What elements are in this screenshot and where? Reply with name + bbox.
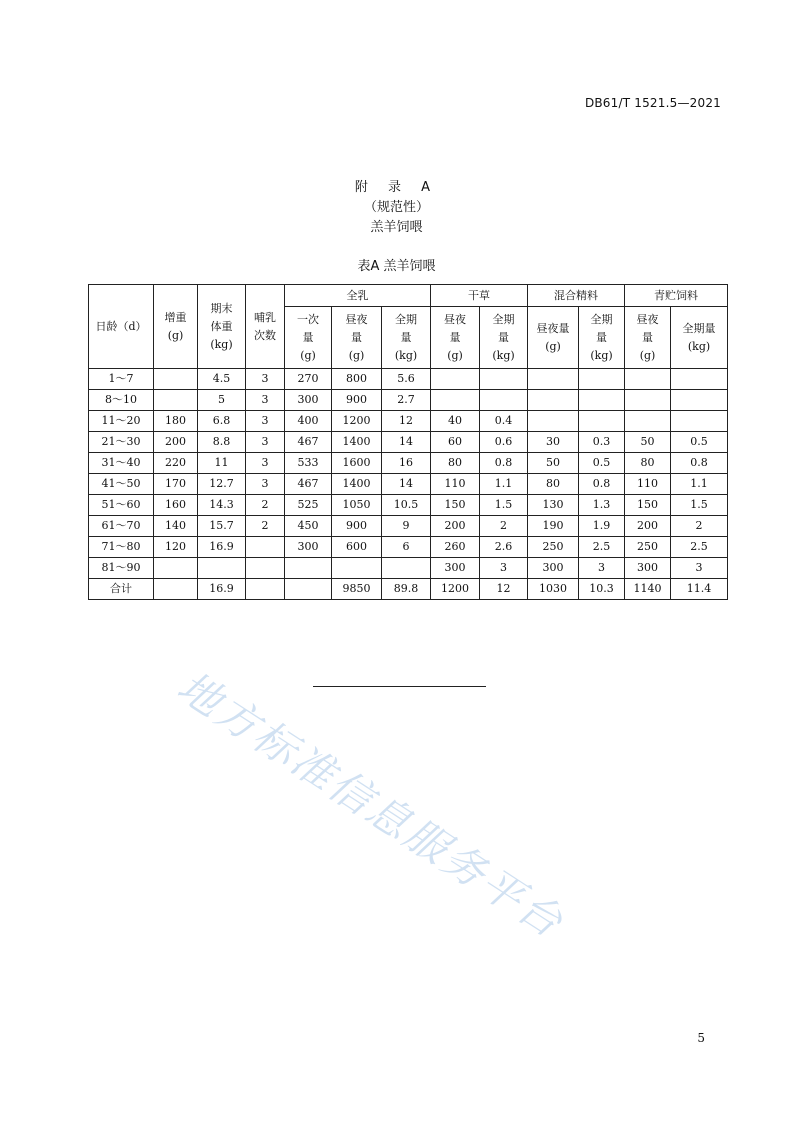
col-concentrate-day: 昼夜量 (g) xyxy=(528,307,579,369)
table-cell: 525 xyxy=(285,495,332,516)
table-cell: 5.6 xyxy=(382,369,431,390)
table-row xyxy=(89,432,728,453)
table-cell: 1400 xyxy=(332,432,382,453)
table-cell: 2 xyxy=(246,516,285,537)
table-cell: 1600 xyxy=(332,453,382,474)
table-cell: 150 xyxy=(431,495,480,516)
table-cell: 14 xyxy=(382,432,431,453)
row-age-cell: 81～90 xyxy=(89,558,154,579)
table-cell: 11.4 xyxy=(671,579,728,600)
table-cell: 3 xyxy=(246,474,285,495)
page-number: 5 xyxy=(697,1031,705,1045)
table-cell: 8.8 xyxy=(198,432,246,453)
table-cell: 12.7 xyxy=(198,474,246,495)
row-age-cell: 51～60 xyxy=(89,495,154,516)
table-cell: 300 xyxy=(285,390,332,411)
table-cell: 170 xyxy=(154,474,198,495)
table-cell: 200 xyxy=(431,516,480,537)
table-cell: 89.8 xyxy=(382,579,431,600)
table-cell: 1200 xyxy=(332,411,382,432)
table-cell: 16.9 xyxy=(198,537,246,558)
col-group-hay: 干草 xyxy=(431,285,528,307)
table-cell: 14 xyxy=(382,474,431,495)
table-cell: 80 xyxy=(431,453,480,474)
table-cell: 3 xyxy=(579,558,625,579)
col-group-milk: 全乳 xyxy=(285,285,431,307)
table-cell: 1.5 xyxy=(671,495,728,516)
table-cell: 10.5 xyxy=(382,495,431,516)
table-cell: 1.9 xyxy=(579,516,625,537)
table-row xyxy=(89,537,728,558)
row-age-cell: 21～30 xyxy=(89,432,154,453)
table-cell: 2.5 xyxy=(579,537,625,558)
table-cell: 12 xyxy=(480,579,528,600)
table-cell: 150 xyxy=(625,495,671,516)
row-age-cell: 71～80 xyxy=(89,537,154,558)
table-row xyxy=(89,390,728,411)
table-cell xyxy=(154,558,198,579)
table-cell: 12 xyxy=(382,411,431,432)
table-cell xyxy=(625,369,671,390)
table-cell: 9850 xyxy=(332,579,382,600)
table-cell xyxy=(625,411,671,432)
table-cell: 300 xyxy=(285,537,332,558)
col-gain: 增重 (g) xyxy=(154,285,198,369)
table-cell: 14.3 xyxy=(198,495,246,516)
table-cell xyxy=(154,579,198,600)
table-row xyxy=(89,558,728,579)
table-cell: 15.7 xyxy=(198,516,246,537)
table-body xyxy=(89,369,728,600)
table-cell: 50 xyxy=(528,453,579,474)
table-cell: 200 xyxy=(625,516,671,537)
table-cell: 2.7 xyxy=(382,390,431,411)
table-cell: 110 xyxy=(625,474,671,495)
table-cell: 3 xyxy=(246,390,285,411)
table-cell: 16 xyxy=(382,453,431,474)
table-cell: 260 xyxy=(431,537,480,558)
table-cell: 110 xyxy=(431,474,480,495)
table-cell: 2.6 xyxy=(480,537,528,558)
table-cell: 450 xyxy=(285,516,332,537)
table-cell xyxy=(625,390,671,411)
col-milk-once: 一次 量 (g) xyxy=(285,307,332,369)
table-cell: 80 xyxy=(625,453,671,474)
table-cell: 300 xyxy=(625,558,671,579)
table-cell: 0.6 xyxy=(480,432,528,453)
table-cell xyxy=(671,390,728,411)
table-cell: 0.3 xyxy=(579,432,625,453)
table-cell: 3 xyxy=(246,369,285,390)
table-cell xyxy=(246,579,285,600)
table-cell: 2 xyxy=(480,516,528,537)
table-cell: 1200 xyxy=(431,579,480,600)
table-cell: 1.1 xyxy=(480,474,528,495)
table-cell: 0.5 xyxy=(579,453,625,474)
table-row xyxy=(89,474,728,495)
table-cell: 5 xyxy=(198,390,246,411)
table-cell: 250 xyxy=(528,537,579,558)
table-cell xyxy=(579,411,625,432)
table-cell xyxy=(528,411,579,432)
table-cell xyxy=(480,390,528,411)
table-row xyxy=(89,516,728,537)
table-row xyxy=(89,369,728,390)
table-cell: 533 xyxy=(285,453,332,474)
table-cell: 0.4 xyxy=(480,411,528,432)
table-cell: 6.8 xyxy=(198,411,246,432)
table-cell: 80 xyxy=(528,474,579,495)
table-cell xyxy=(285,558,332,579)
watermark: 地方标准信息服务平台 xyxy=(168,661,574,948)
table-cell: 2 xyxy=(671,516,728,537)
table-cell xyxy=(154,390,198,411)
feeding-table xyxy=(88,284,728,600)
table-row xyxy=(89,495,728,516)
table-cell: 1050 xyxy=(332,495,382,516)
table-cell: 130 xyxy=(528,495,579,516)
table-cell: 0.5 xyxy=(671,432,728,453)
table-cell: 6 xyxy=(382,537,431,558)
table-cell xyxy=(480,369,528,390)
table-cell: 467 xyxy=(285,432,332,453)
table-cell: 3 xyxy=(246,432,285,453)
table-cell: 1400 xyxy=(332,474,382,495)
col-concentrate-total: 全期 量 (kg) xyxy=(579,307,625,369)
annex-label: 附 录 A xyxy=(354,180,439,195)
row-age-cell: 31～40 xyxy=(89,453,154,474)
table-caption: 表A 羔羊饲喂 xyxy=(357,259,436,274)
col-age: 日龄（d） xyxy=(89,285,154,369)
col-final-weight: 期末 体重 (kg) xyxy=(198,285,246,369)
table-cell: 900 xyxy=(332,516,382,537)
table-cell: 0.8 xyxy=(480,453,528,474)
table-cell xyxy=(246,558,285,579)
col-milk-total: 全期 量 (kg) xyxy=(382,307,431,369)
table-cell: 300 xyxy=(431,558,480,579)
table-cell: 40 xyxy=(431,411,480,432)
table-cell: 0.8 xyxy=(671,453,728,474)
table-cell xyxy=(671,369,728,390)
col-hay-day: 昼夜 量 (g) xyxy=(431,307,480,369)
table-row xyxy=(89,453,728,474)
table-cell: 800 xyxy=(332,369,382,390)
table-cell: 160 xyxy=(154,495,198,516)
table-cell: 180 xyxy=(154,411,198,432)
table-cell: 467 xyxy=(285,474,332,495)
table-cell: 50 xyxy=(625,432,671,453)
table-cell: 400 xyxy=(285,411,332,432)
table-cell: 11 xyxy=(198,453,246,474)
table-cell xyxy=(671,411,728,432)
table-cell: 1.1 xyxy=(671,474,728,495)
col-milk-day: 昼夜 量 (g) xyxy=(332,307,382,369)
table-cell: 1.5 xyxy=(480,495,528,516)
table-cell: 1.3 xyxy=(579,495,625,516)
table-cell: 900 xyxy=(332,390,382,411)
table-cell: 3 xyxy=(480,558,528,579)
table-cell xyxy=(528,369,579,390)
table-cell: 30 xyxy=(528,432,579,453)
table-cell: 300 xyxy=(528,558,579,579)
row-age-cell: 8～10 xyxy=(89,390,154,411)
table-cell xyxy=(332,558,382,579)
table-cell: 10.3 xyxy=(579,579,625,600)
row-age-cell: 61～70 xyxy=(89,516,154,537)
table-cell: 250 xyxy=(625,537,671,558)
table-cell: 140 xyxy=(154,516,198,537)
table-cell: 3 xyxy=(671,558,728,579)
document-code: DB61/T 1521.5—2021 xyxy=(584,96,721,110)
table-row xyxy=(89,579,728,600)
table-cell: 4.5 xyxy=(198,369,246,390)
table-cell: 3 xyxy=(246,411,285,432)
table-cell: 2.5 xyxy=(671,537,728,558)
table-cell: 120 xyxy=(154,537,198,558)
table-cell: 2 xyxy=(246,495,285,516)
table-cell: 220 xyxy=(154,453,198,474)
annex-nature: （规范性） xyxy=(363,200,429,215)
row-age-cell: 11～20 xyxy=(89,411,154,432)
col-hay-total: 全期 量 (kg) xyxy=(480,307,528,369)
table-cell: 0.8 xyxy=(579,474,625,495)
table-cell xyxy=(154,369,198,390)
table-cell xyxy=(382,558,431,579)
col-group-concentrate: 混合精料 xyxy=(528,285,625,307)
table-cell: 9 xyxy=(382,516,431,537)
table-cell: 60 xyxy=(431,432,480,453)
table-cell: 1140 xyxy=(625,579,671,600)
col-group-silage: 青贮饲料 xyxy=(625,285,728,307)
col-feed-times: 哺乳 次数 xyxy=(246,285,285,369)
annex-title: 羔羊饲喂 xyxy=(370,220,423,235)
table-cell xyxy=(579,369,625,390)
table-cell: 1030 xyxy=(528,579,579,600)
end-rule xyxy=(313,686,486,687)
table-cell xyxy=(198,558,246,579)
table-cell xyxy=(285,579,332,600)
table-cell xyxy=(579,390,625,411)
row-age-cell: 41～50 xyxy=(89,474,154,495)
row-age-cell: 合计 xyxy=(89,579,154,600)
row-age-cell: 1～7 xyxy=(89,369,154,390)
table-cell: 3 xyxy=(246,453,285,474)
col-silage-day: 昼夜 量 (g) xyxy=(625,307,671,369)
table-row xyxy=(89,411,728,432)
table-cell xyxy=(246,537,285,558)
table-cell xyxy=(431,369,480,390)
col-silage-total: 全期量 (kg) xyxy=(671,307,728,369)
table-cell xyxy=(431,390,480,411)
table-cell: 190 xyxy=(528,516,579,537)
table-cell: 200 xyxy=(154,432,198,453)
table-cell: 16.9 xyxy=(198,579,246,600)
table-cell: 600 xyxy=(332,537,382,558)
table-cell xyxy=(528,390,579,411)
table-cell: 270 xyxy=(285,369,332,390)
